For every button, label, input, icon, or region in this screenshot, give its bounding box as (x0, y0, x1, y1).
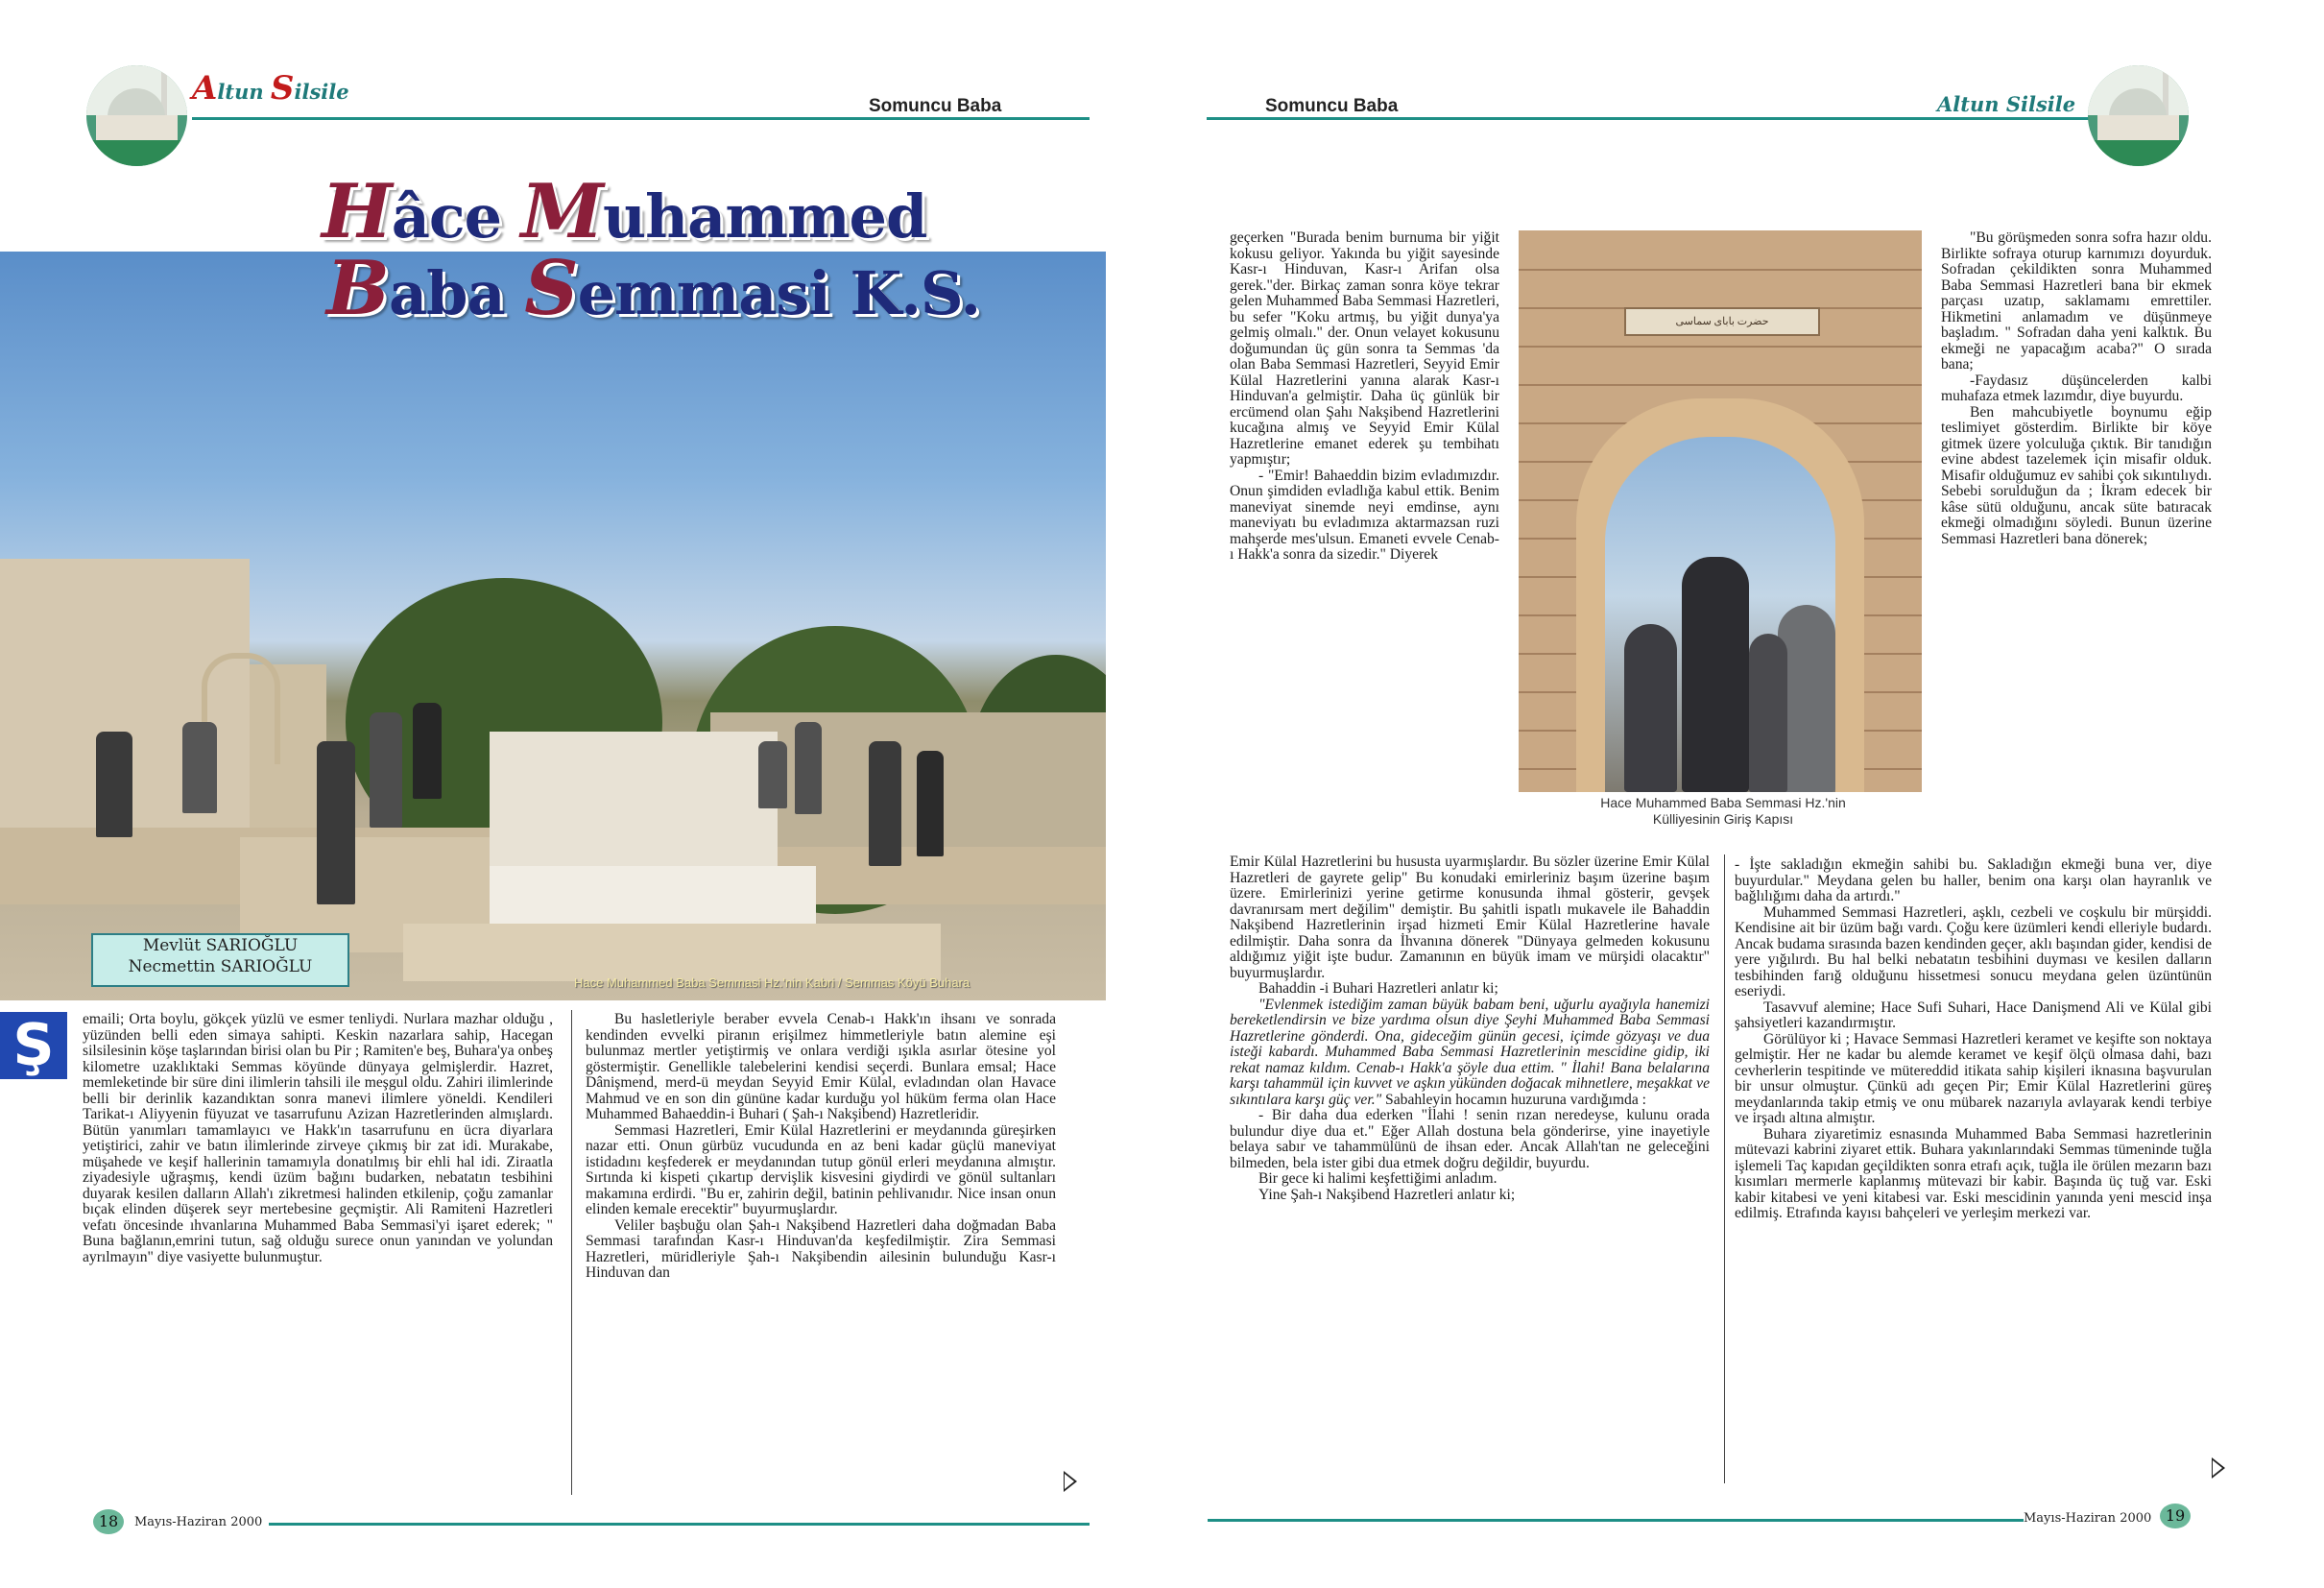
continue-arrow-icon-right (2212, 1457, 2225, 1479)
tomb-photo-caption: Hace Muhammed Baba Semmasi Hz.'nin Kabri / Semmas Köyü Buhara (574, 975, 970, 990)
column-4-lower: - İşte sakladığın ekmeğin sahibi bu. Sakladığın ekmeği buna ver, diye buyurdular." Meydana gelen bu haller, benim ona karşı olan hayranlık ve bağlılığımı daha da artırdı." Muhammed Semmasi Hazretleri, aşklı, cezbeli ve coşkulu bir mürşiddi. Kendisine ait bir üzüm bağı vardı. Çoğu kere üzümleri kendi elleriyle budardı. Ancak budama sırasında bazen kendinden geçer, aklı başından gider, kendisi de yere yığılırdı. Bu hal belki nebatatın tesbihini duyması ve kesilen dalların tesbihinden farığ olduğunu hissetmesi sonucu meydana gelen üzüntünün eseriydi. Tasavvuf alemine; Hace Sufi Suhari, Hace Danişmend Ali ve Külal gibi şahsiyetleri kazandırmıştır. Görülüyor ki ; Havace Semmasi Hazretleri keramet ve keşifte son noktaya gelmiştir. Her ne kadar bu alemde keramet ve keşif ölçü olmasa dahi, bazı cevherlerin tespitinde ve mütereddid itikata sahip kişileri iknasına başvurulan bir unsur olmuştur. Çünkü adı geçen Pir; Emir Külal Hazretlerini güreş meydanlarında takip etmiş ve onu mübarek nazarıyla avlayarak kendi terbiye ve irşadı altına almıştır. Buhara ziyaretimiz esnasında Muhammed Baba Semmasi hazretlerinin mütevazi kabrini ziyaret ettik. Buhara yakınlarındaki Semmas tümeninde tuğla işlemeli Taç kapıdan geçildikten sonra etrafı açık, tuğla ile örülen mezarın bazı kısımları mermerle kaplanmış mütevazi bir kabir. Başında üç tuğ var. Eski kabir kitabesi ve yeni kitabesi var. Eski mescidinin yanında yeni mescid inşa edilmiş. Etrafında kayısı bahçeleri ve yerleşim merkezi var. (1735, 856, 2212, 1221)
column-3-upper: geçerken "Burada benim burnuma bir yiğit kokusu geliyor. Yakında bu yiğit sayesinde Kasr-ı Hinduvan, Kasr-ı Arifan olsa gerek."der. Birkaç zaman sonra köye tekrar gelen Muhammed Baba Semmasi Hazretleri, bu sefer "Koku artmış, bu yiğit dunya'ya gelmiş olmalı." der. Onun velayet kokusunu doğumundan üç gün sonra ta Semmas 'da olan Baba Semmasi Hazretleri, Seyyid Emir Külal Hazretlerini yanına alarak Kasr-ı Hinduvan'a gelmiştir. Daha üç günlük bir ercümend olan Şahı Nakşibend Hazretlerini kucağına almış ve Seyyid Emir Külal Hazretlerine emanet ederek şu tembihatı yapmıştır; - "Emir! Bahaeddin bizim evladımızdır. Onun şimdiden evladlığa kabul ettik. Benim maneviyat sinemde neyi emdinse, aynı maneviyatı bu evladımıza aktarmazsan ruzi mahşerde mes'ulsun. Emaneti evvele Cenab-ı Hakk'a sonra da sizedir." Diyerek (1230, 229, 1499, 563)
logo-title-left: Altun Silsile (192, 69, 349, 108)
page-number-right: 19 (2160, 1504, 2191, 1528)
drop-cap: Ş (0, 1012, 67, 1079)
logo-mosque-left (86, 65, 187, 166)
footer-rule-left (269, 1523, 1090, 1526)
issue-date-left: Mayıs-Haziran 2000 (134, 1515, 263, 1529)
column-divider-right (1724, 854, 1725, 1483)
logo-title-right: Altun Silsile (1937, 92, 2076, 116)
article-title-line2: Baba Semmasi K.S. (326, 245, 981, 332)
page-number-left: 18 (93, 1509, 124, 1534)
article-title-line1: Hâce Muhammed (322, 168, 927, 255)
column-4-upper: "Bu görüşmeden sonra sofra hazır oldu. Birlikte sofraya oturup karnımızı doyurduk. Sofradan çekildikten sonra Muhammed Baba Semmasi Hazretleri bana bir ekmek parçası uzatıp, saklamamı emrettiler. Hikmetini anlamadım ve düşünmeye başladım. " Sofradan daha yeni kalktık. Bu ekmeği ne yapacağım acaba?" O sırada bana; -Faydasız düşüncelerden kalbi muhafaza etmek lazımdır, diye buyurdu. Ben mahcubiyetle boynumu eğip teslimiyet gösterdim. Birlikte bir köye gitmek üzere yolculuğa çıktık. Bir tanıdığın evine abdest tazelemek için misafir olduk. Misafir olduğumuz ev sahibi çok sıkıntılıydı. Sebebi sorulduğun da ; İkram edecek bir kâse sütü olduğunu, ancak süte batıracak ekmeği olmadığını söyledi. Bunun üzerine Semmasi Hazretleri bana dönerek; (1941, 229, 2212, 547)
gate-photo (1519, 230, 1922, 792)
continue-arrow-icon (1064, 1471, 1077, 1492)
column-divider-left (571, 1010, 572, 1495)
authors-box (91, 933, 349, 987)
running-head-right: Somuncu Baba (1265, 96, 1399, 116)
header-rule-left (192, 117, 1090, 120)
tomb-photo (0, 252, 1106, 1000)
footer-rule-right (1208, 1519, 2024, 1522)
logo-mosque-right (2088, 65, 2189, 166)
gate-plaque: حضرت بابای سماسی (1624, 307, 1820, 336)
column-1: emaili; Orta boylu, gökçek yüzlü ve esmer tenliydi. Nurlara mazhar olduğu , yüzünden belli eden simaya sahipti. Keskin nazarlara sahip, Hacegan silsilesinin köşe taşlarından birisi olan bu Pir ; Ramiten'e beş, Buhara'ya onbeş kilometre uzaklıktaki Semmas köyünde dünyaya gelmişlerdir. Hazret, memleketinde bir süre dini ilimlerin tahsili ile meşgul oldu. Zahiri ilimlerinde belli bir derinlik kazandıktan sonra manevi ilimlere yöneldi. Kendileri Tarikat-ı Aliyyenin füyuzat ve tasarrufunu Azizan Hazretlerinden almışlardı. Bütün yanımları tamamlayıcı ve Hakk'ın tasarrufunu en ücra diyarlara yetiştirici, zahir ve batın ilimlerinde zirveye çıkmış bir zat idi. Murakabe, müşahede ve keşif hallerinin tamamıyla donatılmış bir ehli hal idi. Ziraatla ziyadesiyle uğraşmış, kendi üzüm bağını budarken, nebatatın tesbihini duyarak kesilen dalların Allah'ı zikretmesi halinden etkilenip, çoğu zamanlar bıçak elinden düşerek seyr mertebesine geçmiştir. Ali Ramiteni Hazretleri vefatı öncesinde ıhvanlarına Muhammed Baba Semmasi'yi işaret ederek; " Buna bağlanın,emrini tutun, sağ olduğu surece onun yanından ve yolundan ayrılmayın" diye vasiyette bulunmuştur. (83, 1011, 553, 1265)
header-rule-right (1207, 117, 2104, 120)
running-head-left: Somuncu Baba (869, 96, 1002, 116)
author-2: Necmettin SARIOĞLU (128, 957, 313, 976)
issue-date-right: Mayıs-Haziran 2000 (2024, 1511, 2152, 1526)
column-3-lower: Emir Külal Hazretlerini bu hususta uyarmışlardır. Bu sözler üzerine Emir Külal Hazretleri de gayrete gelip" Bu konudaki emirleriniz başım üzerine başım üzere. Emirlerinizi yerine getirme konusunda ihmal gösterir, gevşek davranırsam mert değilim" demiştir. Bu şahitli ispatlı mukavele ile Bahaddin Nakşibend Hazretlerinin irşad hizmeti Emir Külal Hazretlerine havale edilmiştir. Daha sonra da İhvanına dönerek "Dünyaya gelmeden kokusunu aldığımız yiğit işte budur. Zamanının en büyük imam ve mürşidi olacaktır" buyurmuşlardır. Bahaddin -i Buhari Hazretleri anlatır ki; "Evlenmek istediğim zaman büyük babam beni, uğurlu ayağıyla hanemizi bereketlendirsin ve bize yardıma olsun diye Şeyhi Muhammed Baba Semmasi Hazretlerine gönderdi. Ona, gideceğim günün gecesi, içimde gözyaşı ve dua isteği kabardı. Muhammed Baba Semmasi Hazretlerinin mescidine gidip, iki rekat namaz kıldım. Cenab-ı Hakk'a şöyle dua ettim. " İlahi! Bana belalarına karşı tahammül için kuvvet ve aşkın yükünden doğacak mihnetlere, meşakkat ve sıkıntılara karşı güç ver." Sabahleyin hocamın huzuruna vardığımda : - Bir daha dua ederken "İlahi ! senin rızan neredeyse, kulunu orada bulundur diye dua et." Eğer Allah dostuna bela gönderirse, yine inayetiyle belaya sabır ve tahammülünü de ihsan eder. Ancak Allah'tan ne geleceğini bilmeden, bela ister gibi dua etmek doğru değildir, buyurdu. Bir gece ki halimi keşfettiğimi anladım. Yine Şah-ı Nakşibend Hazretleri anlatır ki; (1230, 854, 1710, 1203)
gate-photo-caption: Hace Muhammed Baba Semmasi Hz.'nin Külliyesinin Giriş Kapısı (1600, 795, 1846, 827)
author-1: Mevlüt SARIOĞLU (142, 936, 299, 955)
column-2: Bu hasletleriyle beraber evvela Cenab-ı Hakk'ın ihsanı ve sonrada kendinden evvelki piranın erişilmez himmetleriyle batın alemine eşi bulunmaz mertler yetiştirmiş ve onlara verdiği ışıkla asırlar ötesine yol göstermiştir. Genellikle talebelerini kendisi seçerdi. Bunlara emsal; Hace Dânişmend, merd-ü meydan Seyyid Emir Külal, evladından olan Havace Mahmud ve en son din gününe kadar kurduğu yol hüküm ferma olan Hace Muhammed Bahaeddin-i Buhari ( Şah-ı Nakşibend) Hazretleridir. Semmasi Hazretleri, Emir Külal Hazretlerini er meydanında güreşirken nazar etti. Onun gürbüz vucudunda en az beni kadar güçlü maneviyat istidadını keşfederek er meydanından tutup gönül erleri meydanına almıştır. Sırtında ki kispeti çıkartıp dervişlik kisvesini giydirdi ve gönül sultanları makamına erdirdi. "Bu er, zahirin değil, batinin pehlivanıdır. Nice insan onun elinden kemale erecektir" buyurmuşlardır. Veliler başbuğu olan Şah-ı Nakşibend Hazretleri daha doğmadan Baba Semmasi tarafından Kasr-ı Hinduvan'da keşfedilmiştir. Zira Semmasi Hazretleri, müridleriyle Şah-ı Nakşibendin ailesinin bulunduğu Kasr-ı Hinduvan dan (586, 1011, 1056, 1281)
